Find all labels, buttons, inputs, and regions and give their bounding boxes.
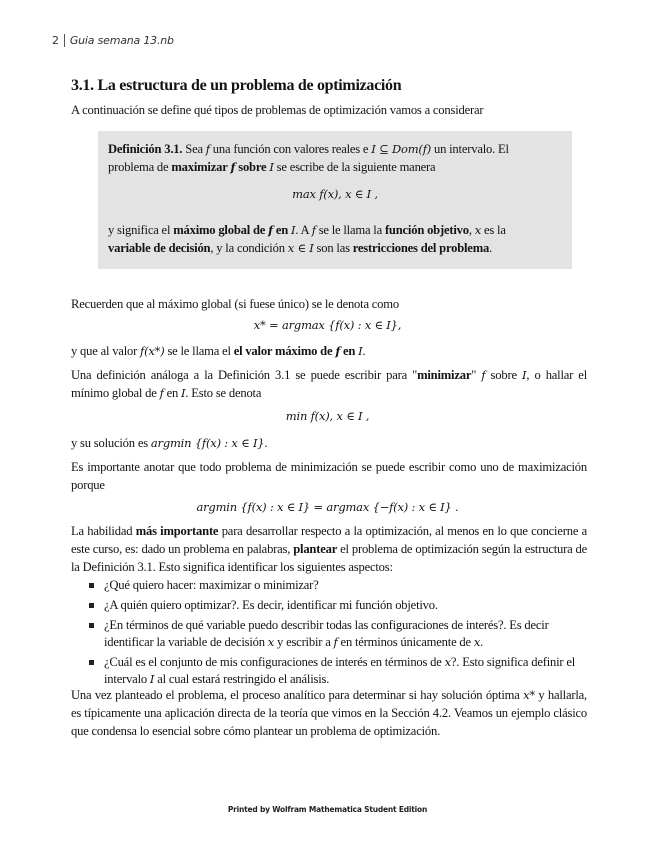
list-item: ¿Qué quiero hacer: maximizar o minimizar?	[87, 577, 587, 594]
paragraph-equivalence: Es importante anotar que todo problema de minimización se puede escribir como uno de maximización porque	[71, 460, 587, 492]
section-title: 3.1. La estructura de un problema de optimización	[71, 77, 402, 94]
paragraph-skill: La habilidad más importante para desarrollar respecto a la optimización, al menos en lo que concierne a este curso, es: dado un problema en palabras, plantear el problema de optimización según la estructura de la Definición 3.1. Esto significa identificar los siguientes aspectos:	[71, 524, 588, 574]
definition-text: Definición 3.1. Sea f una función con valores reales e I ⊆ Dom(f) un intervalo. El problema de maximizar f sobre I se escribe de la siguiente manera	[108, 142, 509, 174]
min-formula: min f(x), x ∈ I ,	[285, 409, 370, 423]
list-item: ¿Cuál es el conjunto de mis configuraciones de interés en términos de x?. Esto significa definir el intervalo I al cual estará restringido el análisis.	[87, 654, 587, 688]
list-item: ¿A quién quiero optimizar?. Es decir, identificar mi función objetivo.	[87, 597, 587, 614]
paragraph-closing: Una vez planteado el problema, el proceso analítico para determinar si hay solución óptima x* y hallarla, es típicamente una aplicación directa de la teoría que vimos en la Sección 4.2. Veamos un ejemplo clásico que condensa lo esencial sobre cómo plantear un problema de optimización.	[71, 688, 587, 738]
print-footer: Printed by Wolfram Mathematica Student Edition	[227, 805, 428, 814]
list-item: ¿En términos de qué variable puedo describir todas las configuraciones de interés?. Es decir identificar la variable de decisión x y escribir a f en términos únicamente de x.	[87, 617, 587, 651]
square-bullet-icon	[89, 603, 94, 608]
paragraph-global-max: Recuerden que al máximo global (si fuese único) se le denota como	[71, 297, 399, 311]
paragraph-max-value: y que al valor f(x*) se le llama el el valor máximo de f en I.	[71, 344, 366, 358]
square-bullet-icon	[89, 660, 94, 665]
page-header	[52, 34, 174, 47]
square-bullet-icon	[89, 623, 94, 628]
definition-box	[98, 131, 572, 269]
aspects-list	[87, 577, 587, 691]
paragraph-minimize: Una definición análoga a la Definición 3.1 se puede escribir para "minimizar" f sobre I, o hallar el mínimo global de f en I. Esto se denota	[71, 368, 587, 400]
intro-paragraph: A continuación se define qué tipos de problemas de optimización vamos a considerar	[71, 103, 484, 117]
paragraph-argmin: y su solución es argmin {f(x) : x ∈ I}.	[71, 436, 268, 450]
equivalence-formula: argmin {f(x) : x ∈ I} = argmax {−f(x) : x ∈ I} .	[196, 500, 459, 514]
square-bullet-icon	[89, 583, 94, 588]
notebook-filename: Guia semana 13.nb	[69, 34, 174, 47]
definition-meaning: y significa el máximo global de f en I. A f se le llama la función objetivo, x es la variable de decisión, y la condición x ∈ I son las restricciones del problema.	[108, 223, 506, 255]
page-number: 2	[52, 34, 65, 47]
argmax-formula: x* = argmax {f(x) : x ∈ I},	[253, 318, 402, 332]
definition-formula: max f(x), x ∈ I ,	[292, 187, 378, 201]
